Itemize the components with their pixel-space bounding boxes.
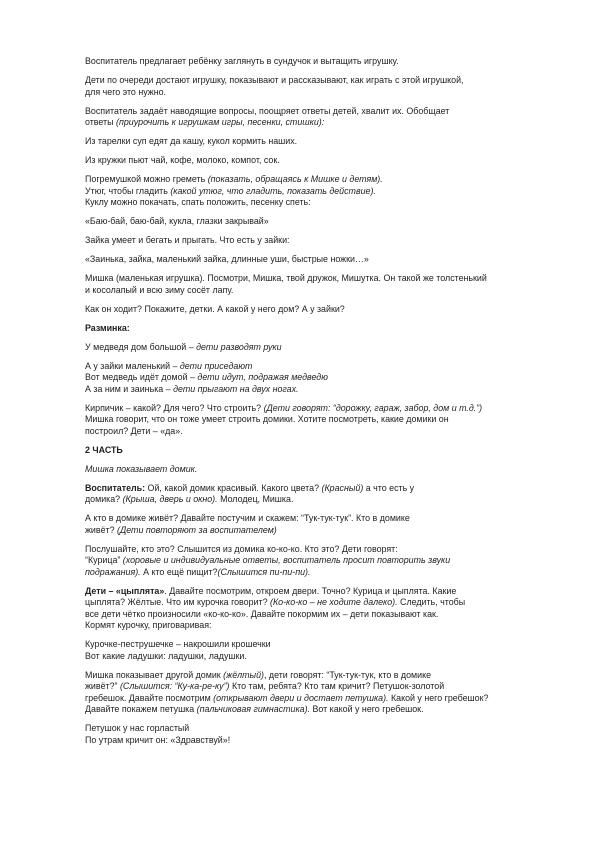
italic-text: (приурочить к игрушкам игры, песенки, стишки): [115, 117, 325, 127]
paragraph [85, 670, 520, 716]
italic-text: (хоровые и индивидуальные ответы, воспитатель просит повторить звуки [122, 555, 451, 565]
text-run: Утюг, чтобы гладить [85, 185, 171, 196]
paragraph [85, 75, 520, 98]
text-run: Вот какие ладушки: ладушки, ладушки. [85, 650, 247, 661]
text-line [85, 483, 520, 495]
text-run: А кто ещё пищит? [140, 566, 218, 577]
text-run: Ой, какой домик красивый. Какого цвета? [145, 482, 322, 493]
paragraph [85, 361, 520, 396]
bold-text: Дети – «цыплята» [85, 585, 165, 596]
text-run: . Давайте посмотрим, откроем двери. Точно? Курица и цыплята. Какие [164, 585, 457, 596]
text-line [85, 216, 520, 228]
paragraph [85, 254, 520, 266]
text-line [85, 513, 520, 525]
paragraph [85, 56, 520, 68]
paragraph [85, 136, 520, 148]
text-line [85, 620, 520, 632]
text-run: домика? [85, 494, 123, 504]
paragraph [85, 586, 520, 632]
italic-text: (Ко-ко-ко – не ходите далеко). [269, 597, 398, 607]
paragraph [85, 639, 520, 662]
paragraph [85, 723, 520, 746]
text-line [85, 361, 520, 373]
text-run: Зайка умеет и бегать и прыгать. Что есть у зайки: [85, 235, 290, 245]
text-line [85, 323, 520, 335]
text-run: Воспитатель задаёт наводящие вопросы, поощряет ответы детей, хвалит их. Обобщает [85, 105, 450, 116]
text-run: Из тарелки суп едят да кашу, кукол кормить наших. [85, 136, 298, 146]
text-line [85, 273, 520, 285]
text-line [85, 426, 520, 438]
text-run: , дети говорят: “Тук-тук-тук, кто в домике [263, 669, 432, 680]
italic-text: дети приседают [179, 360, 253, 371]
paragraph [85, 483, 520, 506]
text-run: построил? Дети – «да». [85, 425, 183, 436]
paragraph [85, 403, 520, 438]
italic-text: (Красный) [321, 482, 364, 493]
text-run: Мишка показывает другой домик [85, 669, 224, 680]
paragraph [85, 304, 520, 316]
text-line [85, 155, 520, 167]
italic-text: дети идут, подражая медведю [197, 372, 328, 382]
italic-text: (Слышится пи-пи-пи). [217, 566, 311, 577]
paragraph [85, 273, 520, 296]
text-run: живёт?” [85, 681, 120, 691]
text-line [85, 597, 520, 609]
text-line [85, 254, 520, 266]
text-run: Петушок у нас горластый [85, 723, 190, 733]
document-page [85, 56, 520, 754]
text-run: для чего это нужно. [85, 86, 167, 97]
text-run: живёт? [85, 524, 118, 535]
text-line [85, 555, 520, 567]
italic-text: (показать, обращаясь к Мишке и детям). [207, 174, 383, 184]
text-line [85, 525, 520, 537]
text-run: «Баю-бай, баю-бай, кукла, глазки закрывай» [85, 216, 269, 226]
italic-text: дети разводят руки [196, 341, 282, 352]
text-line [85, 651, 520, 663]
text-line [85, 136, 520, 148]
text-line [85, 342, 520, 354]
text-run: Послушайте, кто это? Слышится из домика ко-ко-ко. Кто это? Дети говорят: [85, 543, 398, 554]
text-line [85, 681, 520, 693]
text-line [85, 693, 520, 705]
text-run: Воспитатель предлагает ребёнку заглянуть в сундучок и вытащить игрушку. [85, 56, 399, 66]
italic-text: (Дети повторяют за воспитателем) [117, 524, 277, 535]
text-line [85, 384, 520, 396]
italic-text: (открывают двери и достает петушка). [213, 692, 389, 703]
text-run: А кто в домике живёт? Давайте постучим и скажем: “Тук-тук-тук”. Кто в домике [85, 513, 410, 523]
text-line [85, 235, 520, 247]
text-run: Давайте покажем петушка [85, 704, 197, 714]
paragraph [85, 445, 520, 457]
text-run: Кормят курочку, приговаривая: [85, 620, 212, 630]
text-line [85, 723, 520, 735]
text-run: Какой у него гребешок? [388, 692, 489, 703]
text-line [85, 75, 520, 87]
paragraph [85, 464, 520, 476]
bold-text: Воспитатель: [85, 482, 146, 493]
text-line [85, 494, 520, 506]
text-line [85, 704, 520, 716]
italic-text: Мишка показывает домик. [85, 463, 198, 474]
paragraph [85, 544, 520, 579]
text-run: Курочке-пеструшечке – накрошили крошечки [85, 639, 271, 649]
text-line [85, 106, 520, 118]
bold-text: 2 ЧАСТЬ [85, 444, 123, 455]
text-line [85, 639, 520, 651]
text-line [85, 544, 520, 556]
paragraph [85, 323, 520, 335]
paragraph [85, 235, 520, 247]
text-line [85, 609, 520, 621]
text-line [85, 414, 520, 426]
text-run: ответы [85, 117, 116, 127]
text-line [85, 174, 520, 186]
text-line [85, 304, 520, 316]
italic-text: дети прыгают на двух ногах. [173, 383, 299, 394]
text-line [85, 372, 520, 384]
text-line [85, 186, 520, 198]
bold-text: Разминка: [85, 322, 130, 333]
paragraph [85, 216, 520, 228]
text-run: все дети чётко произносили «ко-ко-ко». Давайте покормим их – дети показывают как. [85, 608, 439, 619]
italic-text: (жёлтый) [223, 669, 264, 680]
text-run: А за ним и заинька – [85, 383, 174, 394]
text-line [85, 735, 520, 747]
paragraph [85, 174, 520, 209]
text-run: «Заинька, зайка, маленький зайка, длинные уши, быстрые ножки…» [85, 254, 369, 264]
text-run: цыплята? Жёлтые. Что им курочка говорит? [85, 597, 270, 607]
text-run: Вот медведь идёт домой – [85, 372, 198, 382]
italic-text: (какой утюг, что гладить, показать действие). [170, 185, 376, 196]
text-line [85, 87, 520, 99]
text-run: По утрам кричит он: «Здравствуй»! [85, 734, 231, 745]
text-run: Как он ходит? Покажите, детки. А какой у него дом? А у зайки? [85, 303, 345, 314]
text-line [85, 56, 520, 68]
text-line [85, 586, 520, 598]
text-run: Погремушкой можно греметь [85, 174, 208, 184]
text-run: и косолапый и всю зиму сосёт лапу. [85, 284, 234, 295]
paragraph [85, 155, 520, 167]
text-run: Кто там, ребята? Кто там кричит? Петушок-золотой [229, 681, 445, 691]
paragraph [85, 513, 520, 536]
text-run: гребешок. Давайте посмотрим [85, 692, 214, 703]
text-run: Куклу можно покачать, спать положить, песенку спеть: [85, 197, 311, 207]
text-line [85, 567, 520, 579]
text-line [85, 464, 520, 476]
text-run: Кирпичик – какой? Для чего? Что строить? [85, 402, 264, 413]
text-run: Вот какой у него гребешок. [310, 704, 424, 714]
text-run: Мишка говорит, что он тоже умеет строить домики. Хотите посмотреть, какие домики он [85, 414, 449, 424]
italic-text: подражания). [85, 566, 141, 577]
italic-text: (пальчиковая гимнастика). [196, 704, 310, 714]
paragraph [85, 342, 520, 354]
text-line [85, 197, 520, 209]
text-line [85, 285, 520, 297]
text-run: Из кружки пьют чай, кофе, молоко, компот, сок. [85, 155, 280, 165]
text-line [85, 117, 520, 129]
text-run: Следить, чтобы [397, 597, 466, 607]
text-run: А у зайки маленький – [85, 360, 180, 371]
text-line [85, 670, 520, 682]
text-line [85, 445, 520, 457]
text-run: а что есть у [363, 482, 415, 493]
italic-text: (Дети говорят: “дорожку, гараж, забор, дом и т.д.”) [263, 402, 483, 413]
italic-text: (Крыша, дверь и окно). [122, 494, 218, 504]
text-run: “Курица” [85, 555, 123, 565]
italic-text: (Слышится: “Ку-ка-ре-ку”) [119, 681, 230, 691]
text-run: Мишка (маленькая игрушка). Посмотри, Мишка, твой дружок, Мишутка. Он такой же толстенький [85, 273, 487, 283]
text-run: Дети по очереди достают игрушку, показывают и рассказывают, как играть с этой игрушкой, [85, 75, 464, 85]
paragraph [85, 106, 520, 129]
text-line [85, 403, 520, 415]
text-run: Молодец, Мишка. [217, 494, 294, 504]
text-run: У медведя дом большой – [85, 341, 197, 352]
